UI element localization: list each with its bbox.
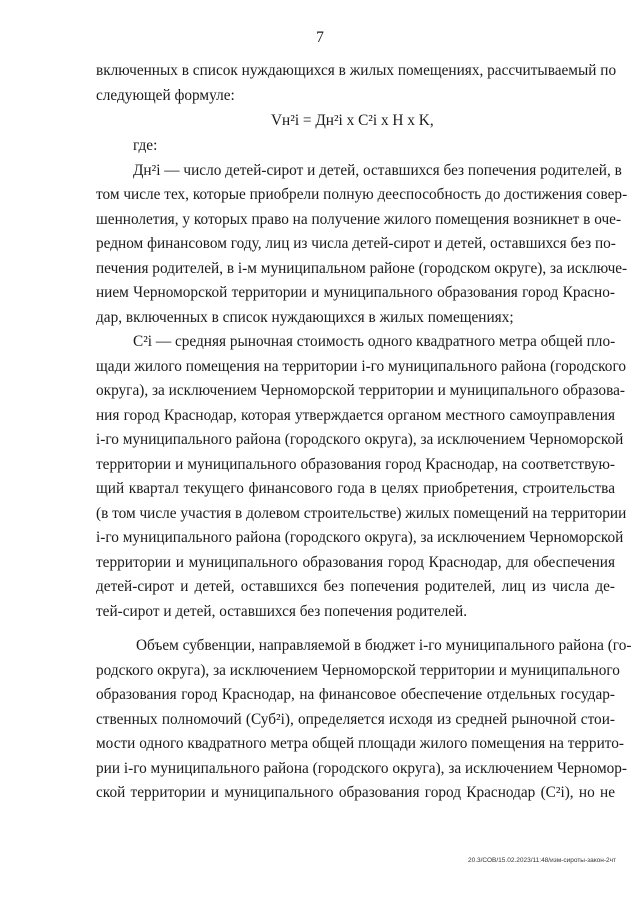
paragraph-definition-c (96, 330, 627, 624)
paragraph-subvention (96, 634, 632, 806)
text-line: C²i — средняя рыночная стоимость одного квадратного метра общей пло- (133, 333, 616, 350)
text-line: следующей формуле: (96, 86, 235, 104)
page-number: 7 (316, 29, 324, 46)
text-line: дар, включенных в список нуждающихся в жилых помещениях; (96, 308, 514, 326)
where-label: где: (133, 137, 158, 154)
paragraph-intro (96, 59, 615, 108)
text-line: том числе тех, которые приобрели полную дееспособность до достижения совер- (96, 186, 628, 203)
text-line: i-го муниципального района (городского округа), за исключением Черноморской (96, 529, 624, 546)
formula: Vн²i = Дн²i x C²i x H x K, (271, 112, 434, 129)
text-line: ской территории и муниципального образования город Краснодар (C²i), но не (96, 784, 615, 801)
paragraph-gap (96, 624, 615, 634)
text-line: родского округа), за исключением Черноморской территории и муниципального (96, 661, 620, 679)
text-line: тей-сирот и детей, оставшихся без попечения родителей. (96, 602, 468, 620)
text-line: рии i-го муниципального района (городского округа), за исключением Черномор- (96, 759, 628, 777)
text-line: i-го муниципального района (городского округа), за исключением Черноморской (96, 431, 624, 448)
footer-doc-code: 20.3/СОВ/15.02.2023/11:48/изм-сироты-закон-2чт (467, 857, 616, 864)
text-line: территории и муниципального образования город Краснодар, для обеспечения (96, 553, 615, 571)
text-line: (в том числе участия в долевом строительстве) жилых помещений на территории (96, 504, 627, 522)
text-line: щий квартал текущего финансового года в целях приобретения, строительства (96, 480, 615, 497)
paragraph-definition-dn (96, 159, 628, 331)
text-line: ния город Краснодар, которая утверждается органом местного самоуправления (96, 406, 615, 424)
document-body (96, 59, 632, 806)
text-line: детей-сирот и детей, оставшихся без попечения родителей, лиц из числа де- (96, 578, 615, 595)
text-line: печения родителей, в i-м муниципальном районе (городском округе), за исключе- (96, 259, 628, 277)
text-line: ственных полномочий (Суб²i), определяется исходя из средней рыночной стои- (96, 710, 615, 728)
text-line: шеннолетия, у которых право на получение жилого помещения возникнет в оче- (96, 210, 622, 228)
text-line: Дн²i — число детей-сирот и детей, оставшихся без попечения родителей, в (133, 161, 622, 179)
text-line: округа), за исключением Черноморской территории и муниципального образова- (96, 382, 625, 399)
text-line: редном финансовом году, лиц из числа детей-сирот и детей, оставшихся без по- (96, 235, 616, 252)
text-line: территории и муниципального образования город Краснодар, на соответствую- (96, 455, 615, 473)
text-line: образования город Краснодар, на финансовое обеспечение отдельных государ- (96, 686, 615, 703)
text-line: щади жилого помещения на территории i-го муниципального района (городского (96, 357, 626, 375)
text-line: нием Черноморской территории и муниципального образования город Красно- (96, 284, 615, 301)
text-line: мости одного квадратного метра общей площади жилого помещения на террито- (96, 735, 624, 752)
text-line: Объем субвенции, направляемой в бюджет i-го муниципального района (го- (136, 637, 632, 654)
text-line: включенных в список нуждающихся в жилых помещениях, рассчитываемый по (96, 62, 617, 79)
